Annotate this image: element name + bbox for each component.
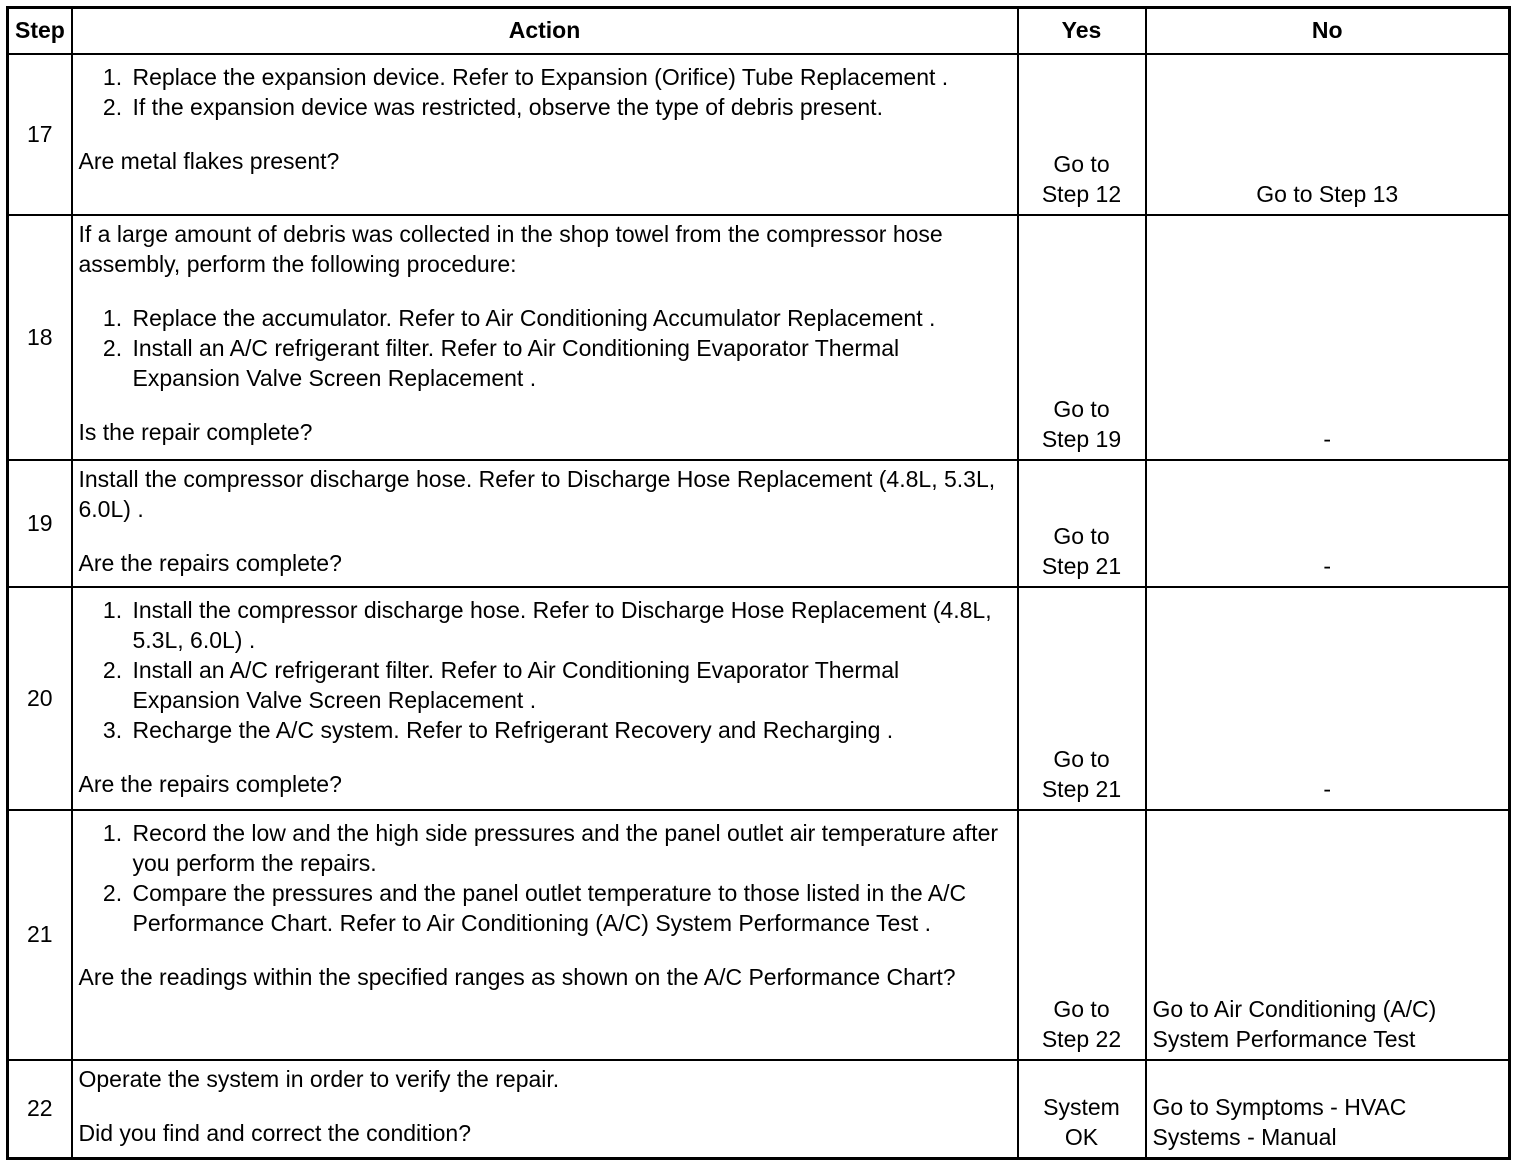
step-number: 19 bbox=[8, 460, 72, 587]
spacer bbox=[79, 938, 1011, 962]
procedure-list bbox=[79, 595, 1011, 745]
procedure-list bbox=[79, 303, 1011, 393]
diagnostic-table bbox=[6, 6, 1511, 1160]
procedure-item: 3. Recharge the A/C system. Refer to Refrigerant Recovery and Recharging . bbox=[129, 715, 1011, 745]
spacer bbox=[79, 122, 1011, 146]
yes-text: Step 21 bbox=[1041, 776, 1122, 802]
yes-text: OK bbox=[1064, 1123, 1099, 1150]
no-cell bbox=[1146, 587, 1510, 810]
yes-text: Step 12 bbox=[1041, 181, 1122, 207]
no-cell bbox=[1146, 215, 1510, 460]
table-row bbox=[8, 810, 1510, 1060]
yes-text: Go to bbox=[1053, 151, 1110, 177]
procedure-item: 2. Install an A/C refrigerant filter. Refer to Air Conditioning Evaporator Thermal Expansion Valve Screen Replacement . bbox=[129, 333, 1011, 393]
question: Are the readings within the specified ranges as shown on the A/C Performance Chart? bbox=[78, 964, 956, 990]
yes-cell bbox=[1018, 587, 1146, 810]
yes-cell bbox=[1018, 1060, 1146, 1158]
step-number: 21 bbox=[8, 810, 72, 1060]
question: Are the repairs complete? bbox=[78, 550, 342, 576]
action-cell bbox=[72, 54, 1018, 215]
procedure-item: 2. Compare the pressures and the panel outlet temperature to those listed in the A/C Performance Chart. Refer to Air Conditioning (A/C) System Performance Test . bbox=[129, 878, 1011, 938]
procedure-list bbox=[79, 62, 1011, 122]
yes-cell bbox=[1018, 54, 1146, 215]
table-row bbox=[8, 1060, 1510, 1158]
intro-text: If a large amount of debris was collected in the shop towel from the compressor hose assembly, perform the following procedure: bbox=[78, 221, 943, 277]
procedure-list bbox=[79, 818, 1011, 938]
action-cell bbox=[72, 460, 1018, 587]
no-text: - bbox=[1323, 553, 1332, 579]
no-cell bbox=[1146, 810, 1510, 1060]
no-text: System Performance Test bbox=[1152, 1026, 1416, 1052]
question: Are metal flakes present? bbox=[78, 148, 340, 174]
action-cell bbox=[72, 215, 1018, 460]
no-text: Go to Air Conditioning (A/C) bbox=[1152, 996, 1437, 1022]
step-number: 18 bbox=[8, 215, 72, 460]
yes-text: Go to bbox=[1053, 396, 1110, 422]
no-text: - bbox=[1323, 776, 1332, 802]
yes-text: Step 21 bbox=[1041, 553, 1122, 579]
spacer bbox=[79, 745, 1011, 769]
action-cell bbox=[72, 587, 1018, 810]
yes-cell bbox=[1018, 460, 1146, 587]
yes-text: Go to bbox=[1053, 996, 1110, 1022]
procedure-item: 1. Replace the accumulator. Refer to Air Conditioning Accumulator Replacement . bbox=[129, 303, 1011, 333]
header-no: No bbox=[1146, 8, 1510, 55]
no-text: Go to Step 13 bbox=[1256, 181, 1399, 207]
yes-text: Go to bbox=[1053, 746, 1110, 772]
procedure-item: 1. Replace the expansion device. Refer to Expansion (Orifice) Tube Replacement . bbox=[129, 62, 1011, 92]
spacer bbox=[79, 393, 1011, 417]
step-number: 22 bbox=[8, 1060, 72, 1158]
procedure-item: 2. If the expansion device was restricted, observe the type of debris present. bbox=[129, 92, 1011, 122]
question: Is the repair complete? bbox=[78, 419, 313, 445]
table-row bbox=[8, 587, 1510, 810]
step-number: 17 bbox=[8, 54, 72, 215]
procedure-item: 1. Record the low and the high side pressures and the panel outlet air temperature after you perform the repairs. bbox=[129, 818, 1011, 878]
step-number: 20 bbox=[8, 587, 72, 810]
no-text: Go to Symptoms - HVAC bbox=[1152, 1093, 1407, 1120]
yes-text: Step 19 bbox=[1041, 426, 1122, 452]
intro-text: Install the compressor discharge hose. Refer to Discharge Hose Replacement (4.8L, 5.3L, 6.0L) . bbox=[78, 466, 996, 522]
action-cell bbox=[72, 810, 1018, 1060]
header-row bbox=[8, 8, 1510, 55]
yes-cell bbox=[1018, 810, 1146, 1060]
yes-text: Go to bbox=[1053, 523, 1110, 549]
yes-text: System bbox=[1043, 1093, 1120, 1120]
header-yes: Yes bbox=[1018, 8, 1146, 55]
action-cell bbox=[72, 1060, 1018, 1158]
yes-cell bbox=[1018, 215, 1146, 460]
procedure-item: 1. Install the compressor discharge hose. Refer to Discharge Hose Replacement (4.8L, 5.3L, 6.0L) . bbox=[129, 595, 1011, 655]
spacer bbox=[79, 1094, 1011, 1118]
no-cell bbox=[1146, 1060, 1510, 1158]
question: Are the repairs complete? bbox=[78, 771, 342, 797]
no-text: Systems - Manual bbox=[1152, 1123, 1337, 1150]
table-row bbox=[8, 460, 1510, 587]
intro-text: Operate the system in order to verify the repair. bbox=[78, 1066, 560, 1092]
header-step: Step bbox=[8, 8, 72, 55]
header-action: Action bbox=[72, 8, 1018, 55]
table-row bbox=[8, 215, 1510, 460]
no-cell bbox=[1146, 460, 1510, 587]
spacer bbox=[79, 524, 1011, 548]
procedure-item: 2. Install an A/C refrigerant filter. Refer to Air Conditioning Evaporator Thermal Expansion Valve Screen Replacement . bbox=[129, 655, 1011, 715]
no-text: - bbox=[1323, 426, 1332, 452]
yes-text: Step 22 bbox=[1041, 1026, 1122, 1052]
table-row bbox=[8, 54, 1510, 215]
question: Did you find and correct the condition? bbox=[78, 1120, 472, 1146]
no-cell bbox=[1146, 54, 1510, 215]
